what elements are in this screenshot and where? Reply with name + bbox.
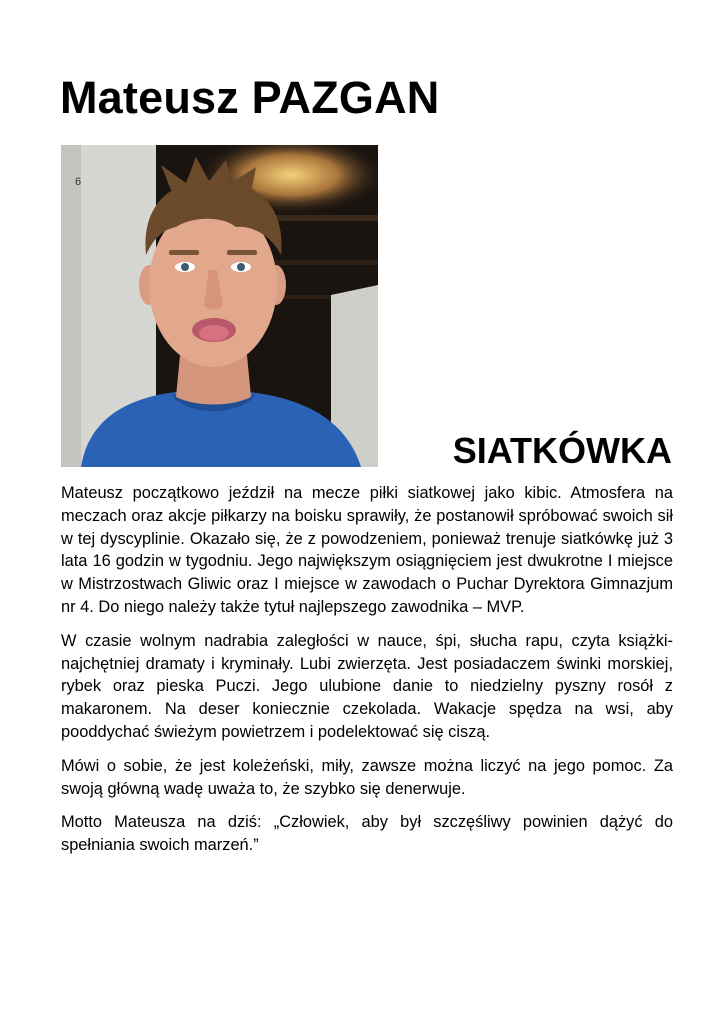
section-heading: SIATKÓWKA	[452, 430, 672, 471]
locker-number: 6	[75, 176, 82, 188]
portrait-photo	[61, 145, 378, 467]
paragraph-self-description: Mówi o sobie, że jest koleżeński, miły, zawsze można liczyć na jego pomoc. Za swoją główną wadę uważa to, że szybko się denerwuje.	[61, 756, 673, 798]
article-body	[61, 482, 673, 868]
page-title: Mateusz PAZGAN	[60, 72, 440, 123]
paragraph-motto: Motto Mateusza na dziś: „Człowiek, aby był szczęśliwy powinien dążyć do spełniania swoich marzeń.”	[61, 813, 673, 855]
paragraph-volleyball: Mateusz początkowo jeździł na mecze piłki siatkowej jako kibic. Atmosfera na meczach oraz akcje piłkarzy na boisku sprawiły, że postanowił spróbować swoich sił w tej dyscyplinie. Okazało się, że z powodzeniem, ponieważ trenuje siatkówkę już 3 lata 16 godzin w tygodniu. Jego największym osiągnięciem jest dwukrotne I miejsce w Mistrzostwach Gliwic oraz I miejsce w zawodach o Puchar Dyrektora Gimnazjum nr 4. Do niego należy także tytuł najlepszego zawodnika – MVP.	[61, 484, 673, 616]
paragraph-free-time: W czasie wolnym nadrabia zaległości w nauce, śpi, słucha rapu, czyta książki- najchętniej dramaty i kryminały. Lubi zwierzęta. Jest posiadaczem świnki morskiej, rybek oraz pieska Puczi. Jego ulubione danie to niedzielny pyszny rosół z makaronem. Na deser koniecznie czekolada. Wakacje spędza na wsi, aby pooddychać świeżym powietrzem i podelektować się ciszą.	[61, 631, 673, 741]
